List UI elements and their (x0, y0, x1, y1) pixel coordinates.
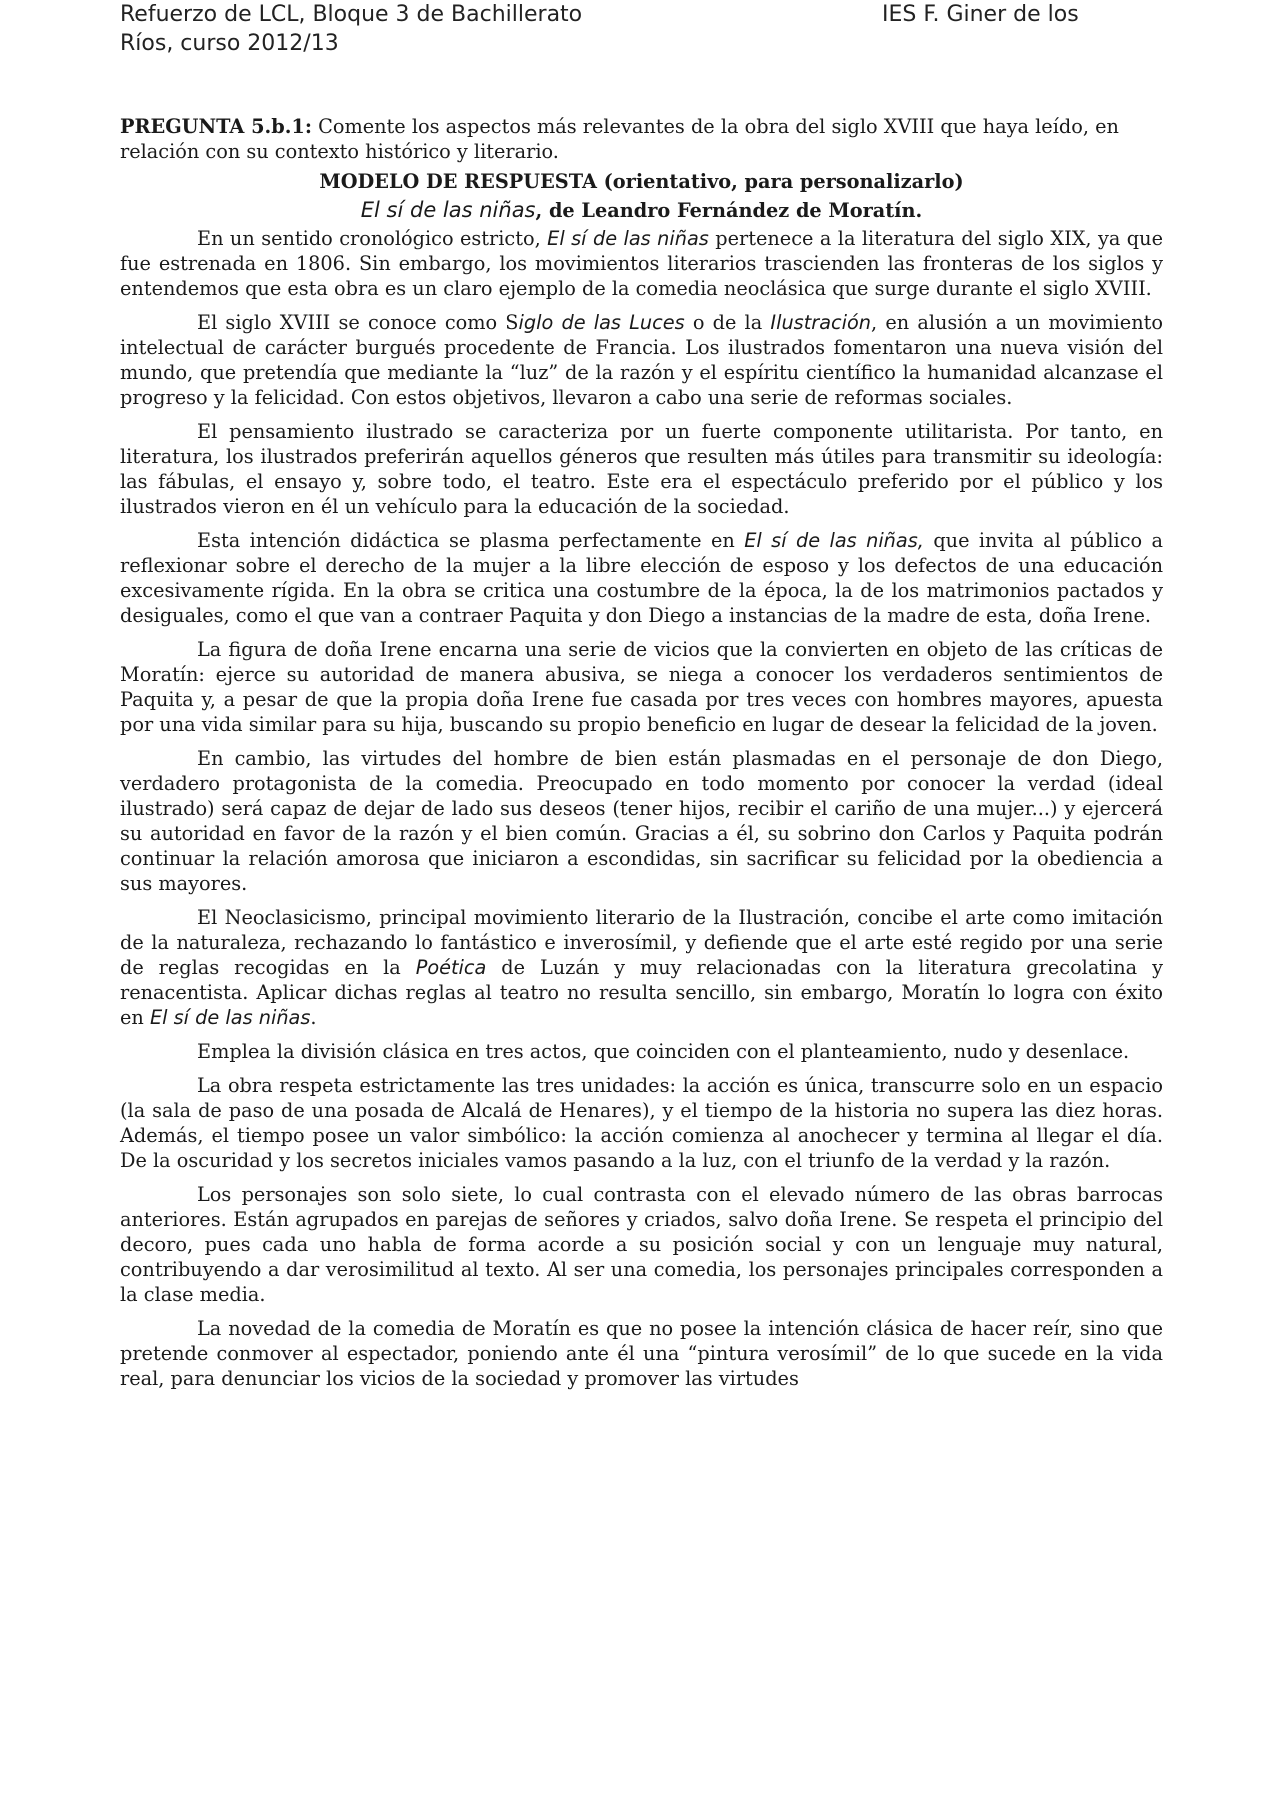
italic-work-title: El sí de las niñas (547, 227, 709, 250)
italic-term: Poética (415, 956, 487, 979)
paragraph-3: El pensamiento ilustrado se caracteriza por un fuerte componente utilitarista. Por tanto, en literatura, los ilustrados preferirán aquellos géneros que resulten más útiles para transmitir su ideología: las fábulas, el ensayo y, sobre todo, el teatro. Este era el espectáculo preferido por el público y los ilustrados vieron en él un vehículo para la educación de la sociedad. (120, 420, 1163, 518)
work-subtitle (120, 198, 1163, 223)
header-course-title: Refuerzo de LCL, Bloque 3 de Bachillerato (120, 2, 583, 27)
paragraph-8: Emplea la división clásica en tres actos, que coinciden con el planteamiento, nudo y desenlace. (197, 1040, 1130, 1063)
paragraph-5: La figura de doña Irene encarna una serie de vicios que la convierten en objeto de las críticas de Moratín: ejerce su autoridad de manera abusiva, se niega a conocer los verdaderos sentimientos de Paquita y, a pesar de que la propia doña Irene fue casada por tres veces con hombres mayores, apuesta por una vida similar para su hija, buscando su propio beneficio en lugar de desear la felicidad de la joven. (120, 638, 1163, 736)
model-answer-title: MODELO DE RESPUESTA (orientativo, para personalizarlo) (319, 170, 964, 193)
work-author: , de Leandro Fernández de Moratín. (535, 199, 923, 222)
header-school-name: IES F. Giner de los (882, 2, 1079, 27)
paragraph-9: La obra respeta estrictamente las tres unidades: la acción es única, transcurre solo en un espacio (la sala de paso de una posada de Alcalá de Henares), y el tiempo de la historia no supera las diez horas. Además, el tiempo posee un valor simbólico: la acción comienza al anochecer y termina al llegar el día. De la oscuridad y los secretos iniciales vamos pasando a la luz, con el triunfo de la verdad y la razón. (120, 1074, 1163, 1172)
question-text: Comente los aspectos más relevantes de la obra del siglo XVIII que haya leído, en relación con su contexto histórico y literario. (120, 115, 1119, 163)
paragraph-6: En cambio, las virtudes del hombre de bien están plasmadas en el personaje de don Diego, verdadero protagonista de la comedia. Preocupado en todo momento por conocer la verdad (ideal ilustrado) será capaz de dejar de lado sus deseos (tener hijos, recibir el cariño de una mujer...) y ejercerá su autoridad en favor de la razón y el bien común. Gracias a él, su sobrino don Carlos y Paquita podrán continuar la relación amorosa que iniciaron a escondidas, sin sacrificar su felicidad por la obediencia a sus mayores. (120, 747, 1163, 895)
paragraph-2: El siglo XVIII se conoce como Siglo de las Luces o de la Ilustración, en alusión a un movimiento intelectual de carácter burgués procedente de Francia. Los ilustrados fomentaron una nueva visión del mundo, que pretendía que mediante la “luz” de la razón y el espíritu científico la humanidad alcanzase el progreso y la felicidad. Con estos objetivos, llevaron a cabo una serie de reformas sociales. (120, 311, 1163, 409)
document-body (120, 114, 1163, 1400)
italic-term: Ilustración (770, 311, 871, 334)
paragraph-10: Los personajes son solo siete, lo cual contrasta con el elevado número de las obras barrocas anteriores. Están agrupados en parejas de señores y criados, salvo doña Irene. Se respeta el principio del decoro, pues cada uno habla de forma acorde a su posición social y con un lenguaje muy natural, contribuyendo a dar verosimilitud al texto. Al ser una comedia, los personajes principales corresponden a la clase media. (120, 1183, 1163, 1306)
paragraph-7: El Neoclasicismo, principal movimiento literario de la Ilustración, concibe el arte como imitación de la naturaleza, rechazando lo fantástico e inverosímil, y defiende que el arte esté regido por una serie de reglas recogidas en la Poética de Luzán y muy relacionadas con la literatura grecolatina y renacentista. Aplicar dichas reglas al teatro no resulta sencillo, sin embargo, Moratín lo logra con éxito en El sí de las niñas. (120, 906, 1163, 1029)
paragraph-4: Esta intención didáctica se plasma perfectamente en El sí de las niñas, que invita al público a reflexionar sobre el derecho de la mujer a la libre elección de esposo y los defectos de una educación excesivamente rígida. En la obra se critica una costumbre de la época, la de los matrimonios pactados y desiguales, como el que van a contraer Paquita y don Diego a instancias de la madre de esta, doña Irene. (120, 529, 1163, 627)
paragraph-1: En un sentido cronológico estricto, El sí de las niñas pertenece a la literatura del siglo XIX, ya que fue estrenada en 1806. Sin embargo, los movimientos literarios trascienden las fronteras de los siglos y entendemos que esta obra es un claro ejemplo de la comedia neoclásica que surge durante el siglo XVIII. (120, 227, 1163, 300)
italic-work-title: El sí de las niñas, (744, 529, 924, 552)
paragraph-11: La novedad de la comedia de Moratín es que no posee la intención clásica de hacer reír, sino que pretende conmover al espectador, poniendo ante él una “pintura verosímil” de lo que sucede en la vida real, para denunciar los vicios de la sociedad y promover las virtudes (120, 1317, 1163, 1390)
work-title: El sí de las niñas (360, 198, 536, 222)
header-course-year: Ríos, curso 2012/13 (120, 31, 339, 56)
question-prompt (120, 114, 1163, 164)
italic-term: iglo de las Luces (518, 311, 685, 334)
italic-work-title: El sí de las niñas (149, 1006, 311, 1029)
question-label: PREGUNTA 5.b.1: (120, 115, 312, 138)
